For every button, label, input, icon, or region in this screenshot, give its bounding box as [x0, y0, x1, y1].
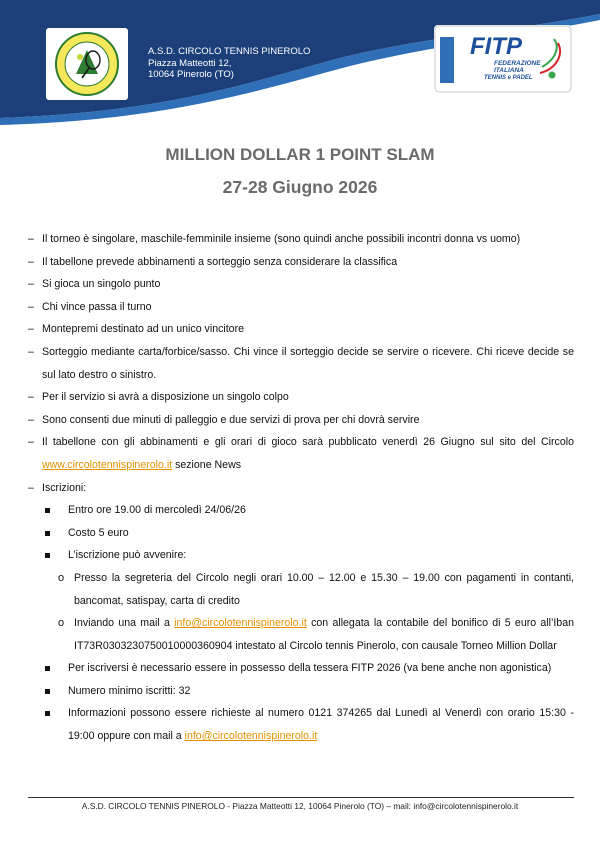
- fitp-logo: [434, 25, 572, 93]
- footer-text: A.S.D. CIRCOLO TENNIS PINEROLO - Piazza Matteotti 12, 10064 Pinerolo (TO) – mail: info@circolotennispinerolo.it: [81, 801, 519, 811]
- circle-bullet: o: [58, 617, 65, 630]
- dash-bullet: –: [28, 391, 34, 404]
- email-link[interactable]: info@circolotennispinerolo.it: [174, 617, 307, 630]
- letterhead: [0, 0, 600, 125]
- rule-text: Presso la segreteria del Circolo negli orari 10.00 – 12.00 e 15.30 – 19.00 con pagamenti in contanti, bancomat, satispay, carta di credito: [74, 571, 574, 607]
- rule-text: Montepremi destinato ad un unico vincitore: [42, 323, 244, 336]
- mail-suffix: con allegata la contabile del bonifico di 5 euro all’Iban IT73R0303230750010000360904 intestato al Circolo tennis Pinerolo, con causale Torneo Million Dollar: [74, 617, 574, 652]
- dash-bullet: –: [28, 323, 34, 336]
- rule-text: Chi vince passa il turno: [42, 300, 152, 313]
- rule-text: Si gioca un singolo punto: [42, 278, 161, 291]
- club-logo: [46, 28, 128, 100]
- svg-text:ITALIANA: ITALIANA: [494, 67, 524, 74]
- dash-bullet: –: [28, 436, 34, 449]
- dash-bullet: –: [28, 413, 34, 426]
- list-item: [28, 318, 574, 341]
- circle-bullet: o: [58, 571, 65, 584]
- dash-bullet: –: [28, 300, 34, 313]
- rule-text: Per iscriversi è necessario essere in possesso della tessera FITP 2026 (va bene anche non agonistica): [68, 662, 552, 675]
- dash-bullet: –: [28, 481, 34, 494]
- rule-text: [42, 431, 574, 476]
- list-item: [28, 702, 574, 747]
- club-name: A.S.D. CIRCOLO TENNIS PINEROLO: [148, 46, 311, 57]
- tabellone-suffix: sezione News: [172, 458, 242, 471]
- mail-prefix: Inviando una mail a: [74, 617, 175, 630]
- dash-bullet: –: [28, 255, 34, 268]
- rule-text: Costo 5 euro: [68, 526, 129, 539]
- rule-text: [68, 702, 574, 747]
- list-item: [28, 386, 574, 409]
- svg-text:TENNIS e PADEL: TENNIS e PADEL: [484, 75, 533, 81]
- club-address-line2: 10064 Pinerolo (TO): [148, 69, 234, 80]
- list-item: [28, 273, 574, 296]
- rule-text: [74, 612, 574, 657]
- list-item: [28, 409, 574, 432]
- club-address-line1: Piazza Matteotti 12,: [148, 57, 232, 69]
- list-item: [28, 567, 574, 612]
- list-item: [28, 499, 574, 522]
- list-item: [28, 522, 574, 545]
- list-item: [28, 431, 574, 476]
- footer-divider: [28, 797, 574, 798]
- event-title: MILLION DOLLAR 1 POINT SLAM: [165, 145, 435, 164]
- rule-text: Il tabellone prevede abbinamenti a sorteggio senza considerare la classifica: [42, 255, 398, 268]
- svg-text:FEDERAZIONE: FEDERAZIONE: [494, 60, 541, 67]
- rule-text: Numero minimo iscritti: 32: [68, 684, 191, 697]
- list-item: [28, 228, 574, 251]
- rule-text: Entro ore 19.00 di mercoledì 24/06/26: [68, 504, 246, 517]
- rule-text: Sorteggio mediante carta/forbice/sasso. Chi vince il sorteggio decide se servire o ricevere. Chi riceve decide se sul lato destro o sinistro.: [42, 345, 574, 381]
- tabellone-text: Il tabellone con gli abbinamenti e gli orari di gioco sarà pubblicato venerdì 26 Giugno sul sito del Circolo: [42, 436, 574, 449]
- dash-bullet: –: [28, 278, 34, 291]
- dash-bullet: –: [28, 345, 34, 358]
- rule-text: Sono consenti due minuti di palleggio e due servizi di prova per chi dovrà servire: [42, 413, 420, 426]
- rules-list: [28, 228, 574, 748]
- list-item: [28, 657, 574, 680]
- list-item: [28, 544, 574, 567]
- list-item: [28, 477, 574, 500]
- rule-text: L’iscrizione può avvenire:: [68, 549, 187, 562]
- list-item: [28, 341, 574, 386]
- dash-bullet: –: [28, 233, 34, 245]
- email-link[interactable]: info@circolotennispinerolo.it: [184, 730, 318, 743]
- rule-text: Per il servizio si avrà a disposizione un singolo colpo: [42, 391, 289, 404]
- list-item: [28, 612, 574, 657]
- info-prefix: Informazioni possono essere richieste al numero 0121 374265 dal Lunedì al Venerdì con orario 15:30 - 19:00 oppure con mail a: [68, 707, 574, 743]
- website-link[interactable]: www.circolotennispinerolo.it: [42, 458, 173, 471]
- club-address: [148, 46, 310, 81]
- list-item: [28, 296, 574, 319]
- list-item: [28, 680, 574, 703]
- rule-text: Il torneo è singolare, maschile-femminile insieme (sono quindi anche possibili incontri donna vs uomo): [42, 233, 521, 245]
- iscrizioni-label: Iscrizioni:: [42, 481, 87, 494]
- event-dates: 27-28 Giugno 2026: [222, 177, 378, 197]
- svg-text:FITP: FITP: [470, 33, 522, 60]
- list-item: [28, 251, 574, 274]
